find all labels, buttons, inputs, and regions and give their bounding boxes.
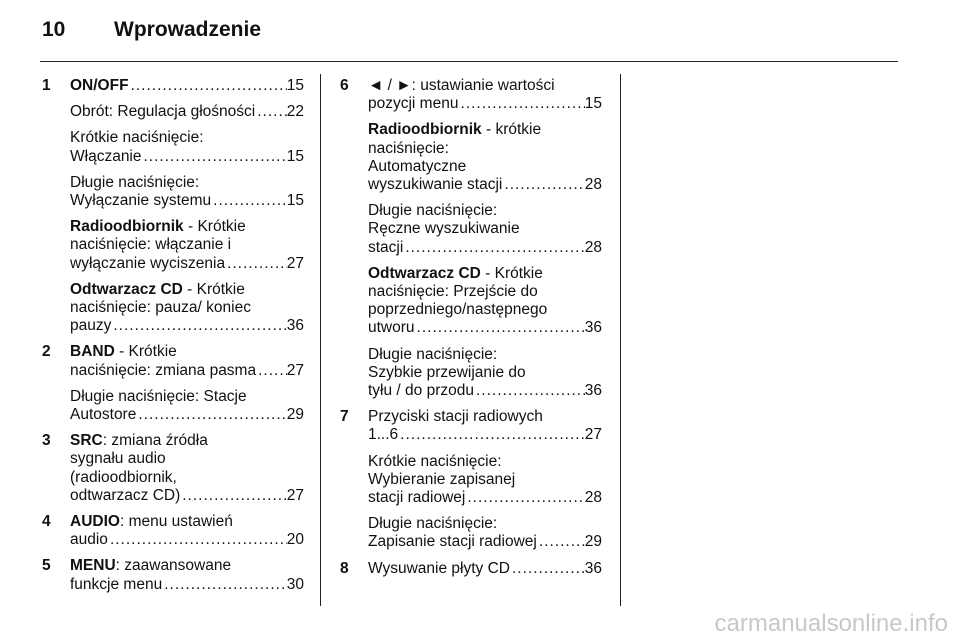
dot-leader [225, 255, 287, 273]
dot-leader [256, 362, 287, 380]
entry-text: wyłączanie wyciszenia [70, 254, 226, 272]
dot-leader [129, 77, 287, 95]
entry-line [368, 471, 602, 489]
entry-line [70, 343, 304, 361]
legend-item [42, 557, 304, 593]
entry-line [368, 140, 602, 158]
entry-text: utworu [368, 319, 415, 337]
entry-paragraph [368, 77, 602, 113]
entry-text: Szybkie przewijanie do [368, 363, 526, 381]
entry-text: Długie naciśnięcie: [70, 173, 200, 191]
entry-text: Długie naciśnięcie: Stacje [70, 387, 247, 405]
entry-text: - Krótkie [183, 218, 246, 236]
entry-text: Krótkie naciśnięcie: [368, 452, 502, 470]
legend-item [42, 513, 304, 549]
page-reference[interactable]: 22 [286, 103, 304, 121]
entry-text: pauzy [70, 317, 112, 335]
entry-line [368, 283, 602, 301]
item-number: 3 [42, 432, 51, 450]
entry-line [70, 406, 304, 424]
entry-line [368, 176, 602, 194]
page-number: 10 [42, 18, 66, 41]
entry-text: stacji radiowej [368, 489, 466, 507]
entry-paragraph [70, 129, 304, 165]
page-reference[interactable]: 29 [286, 406, 304, 424]
entry-text: Długie naciśnięcie: [368, 345, 498, 363]
dot-leader [403, 239, 584, 257]
entry-text: - Krótkie [114, 343, 177, 361]
entry-line [70, 236, 304, 254]
entry-line [70, 192, 304, 210]
entry-line [70, 576, 304, 594]
entry-paragraph [368, 453, 602, 508]
entry-text: naciśnięcie: pauza/ koniec [70, 299, 251, 317]
page-reference[interactable]: 36 [584, 319, 602, 337]
entry-line [70, 174, 304, 192]
entry-text: wyszukiwanie stacji [368, 176, 503, 194]
entry-text: ◄ / ►: ustawianie wartości [368, 77, 555, 94]
page-reference[interactable]: 15 [286, 147, 304, 165]
page-reference[interactable]: 28 [584, 489, 602, 507]
entry-line [368, 319, 602, 337]
entry-line [368, 364, 602, 382]
entry-line [70, 103, 304, 121]
entry-line [368, 95, 602, 113]
entry-text: funkcje menu [70, 575, 163, 593]
entry-line [368, 265, 602, 283]
entry-paragraph [70, 77, 304, 95]
dot-leader [211, 192, 287, 210]
entry-text: pozycji menu [368, 95, 459, 113]
dot-leader [415, 319, 585, 337]
entry-text: sygnału audio [70, 450, 166, 468]
entry-line [368, 220, 602, 238]
legend-item [42, 77, 304, 335]
control-name: SRC [70, 432, 103, 450]
page-reference[interactable]: 36 [584, 559, 602, 577]
control-name: Odtwarzacz CD [70, 280, 183, 298]
header-rule [40, 61, 898, 62]
legend-item [340, 77, 602, 400]
column-divider-right [620, 74, 621, 606]
item-number: 7 [340, 408, 349, 426]
page-reference[interactable]: 20 [286, 531, 304, 549]
entry-line [368, 77, 602, 95]
entry-text: audio [70, 531, 108, 549]
entry-line [368, 408, 602, 426]
entry-paragraph [368, 202, 602, 257]
entry-paragraph [368, 515, 602, 551]
page-reference[interactable]: 27 [286, 254, 304, 272]
control-name: MENU [70, 557, 116, 575]
entry-line [70, 77, 304, 95]
entry-paragraph [70, 513, 304, 549]
entry-text: Wysuwanie płyty CD [368, 559, 510, 577]
dot-leader [502, 176, 584, 194]
entry-line [70, 469, 304, 487]
entry-line [70, 317, 304, 335]
dot-leader [458, 95, 584, 113]
entry-text: naciśnięcie: zmiana pasma [70, 361, 257, 379]
entry-text: Długie naciśnięcie: [368, 515, 498, 533]
entry-line [368, 489, 602, 507]
page-reference[interactable]: 36 [584, 382, 602, 400]
page-reference[interactable]: 30 [286, 575, 304, 593]
entry-text: : zmiana źródła [102, 432, 208, 450]
dot-leader [537, 533, 585, 551]
entry-paragraph [70, 432, 304, 505]
page-title: Wprowadzenie [114, 18, 262, 41]
page-reference[interactable]: 28 [584, 176, 602, 194]
item-number: 5 [42, 557, 51, 575]
entry-text: naciśnięcie: włączanie i [70, 236, 232, 254]
entry-line [368, 560, 602, 578]
entry-text: naciśnięcie: Przejście do [368, 283, 538, 301]
dot-leader [162, 576, 287, 594]
entry-paragraph [70, 343, 304, 379]
page-reference[interactable]: 15 [584, 95, 602, 113]
entry-paragraph [70, 218, 304, 273]
entry-text: - Krótkie [182, 280, 245, 298]
dot-leader [142, 148, 287, 166]
entry-line [70, 388, 304, 406]
entry-text: Ręczne wyszukiwanie [368, 220, 520, 238]
entry-line [70, 362, 304, 380]
entry-line [70, 432, 304, 450]
entry-line [70, 218, 304, 236]
page-reference[interactable]: 27 [584, 426, 602, 444]
left-column [42, 77, 304, 602]
entry-text: Obrót: Regulacja głośności [70, 103, 256, 121]
entry-paragraph [368, 560, 602, 578]
entry-text: Autostore [70, 406, 137, 424]
entry-text: Zapisanie stacji radiowej [368, 533, 537, 551]
item-number: 2 [42, 343, 51, 361]
entry-line [368, 158, 602, 176]
entry-text: Włączanie [70, 147, 142, 165]
entry-line [368, 515, 602, 533]
dot-leader [474, 382, 585, 400]
entry-paragraph [70, 281, 304, 336]
entry-line [368, 202, 602, 220]
entry-line [70, 487, 304, 505]
entry-paragraph [70, 388, 304, 424]
entry-line [70, 531, 304, 549]
entry-paragraph [368, 265, 602, 338]
entry-text: naciśnięcie: [368, 139, 449, 157]
control-name: BAND [70, 343, 115, 361]
dot-leader [180, 487, 287, 505]
page-reference[interactable]: 27 [286, 361, 304, 379]
entry-text: Wybieranie zapisanej [368, 470, 516, 488]
entry-text: - Krótkie [480, 264, 543, 282]
entry-line [70, 129, 304, 147]
item-number: 6 [340, 77, 349, 94]
entry-line [368, 239, 602, 257]
entry-paragraph [70, 174, 304, 210]
item-number: 8 [340, 559, 349, 577]
entry-text: stacji [368, 238, 404, 256]
dot-leader [108, 531, 287, 549]
page-header [42, 18, 261, 42]
page-reference[interactable]: 15 [286, 77, 304, 94]
page-reference[interactable]: 27 [286, 486, 304, 504]
entry-text: 1...6 [368, 426, 399, 444]
dot-leader [111, 317, 286, 335]
page-reference[interactable]: 28 [584, 238, 602, 256]
control-name: AUDIO [70, 513, 120, 531]
entry-line [70, 513, 304, 531]
dot-leader [510, 560, 585, 578]
entry-text: Automatyczne [368, 157, 467, 175]
entry-text: (radioodbiornik, [70, 468, 177, 486]
item-number: 1 [42, 77, 51, 94]
item-number: 4 [42, 513, 51, 531]
right-column [340, 77, 602, 586]
legend-item [42, 343, 304, 424]
entry-paragraph [70, 557, 304, 593]
entry-text: - krótkie [481, 121, 542, 139]
page-reference[interactable]: 15 [286, 192, 304, 210]
entry-text: poprzedniego/następnego [368, 301, 548, 319]
control-name: Radioodbiornik [70, 218, 184, 236]
entry-paragraph [368, 408, 602, 444]
entry-paragraph [368, 346, 602, 401]
control-name: Odtwarzacz CD [368, 264, 481, 282]
control-name: Radioodbiornik [368, 121, 482, 139]
entry-line [70, 281, 304, 299]
entry-paragraph [368, 121, 602, 194]
dot-leader [136, 406, 286, 424]
entry-line [368, 382, 602, 400]
entry-line [70, 255, 304, 273]
entry-line [368, 301, 602, 319]
entry-text: Długie naciśnięcie: [368, 202, 498, 220]
entry-text: : zaawansowane [115, 557, 232, 575]
entry-line [368, 121, 602, 139]
legend-item [340, 560, 602, 578]
entry-line [368, 426, 602, 444]
entry-line [368, 453, 602, 471]
control-name: ON/OFF [70, 77, 129, 94]
entry-text: Przyciski stacji radiowych [368, 408, 543, 426]
entry-text: tyłu / do przodu [368, 382, 474, 400]
legend-item [340, 408, 602, 551]
entry-line [70, 148, 304, 166]
dot-leader [465, 489, 584, 507]
entry-line [70, 299, 304, 317]
watermark: carmanualsonline.info [714, 610, 948, 637]
legend-item [42, 432, 304, 505]
entry-paragraph [70, 103, 304, 121]
entry-line [368, 346, 602, 364]
column-divider [320, 74, 321, 606]
entry-text: Wyłączanie systemu [70, 192, 212, 210]
dot-leader [255, 103, 287, 121]
page-reference[interactable]: 36 [286, 317, 304, 335]
entry-text: : menu ustawień [119, 513, 233, 531]
entry-line [70, 450, 304, 468]
page-reference[interactable]: 29 [584, 533, 602, 551]
entry-line [368, 533, 602, 551]
dot-leader [398, 426, 585, 444]
entry-text: odtwarzacz CD) [70, 486, 181, 504]
entry-line [70, 557, 304, 575]
entry-text: Krótkie naciśnięcie: [70, 129, 204, 147]
